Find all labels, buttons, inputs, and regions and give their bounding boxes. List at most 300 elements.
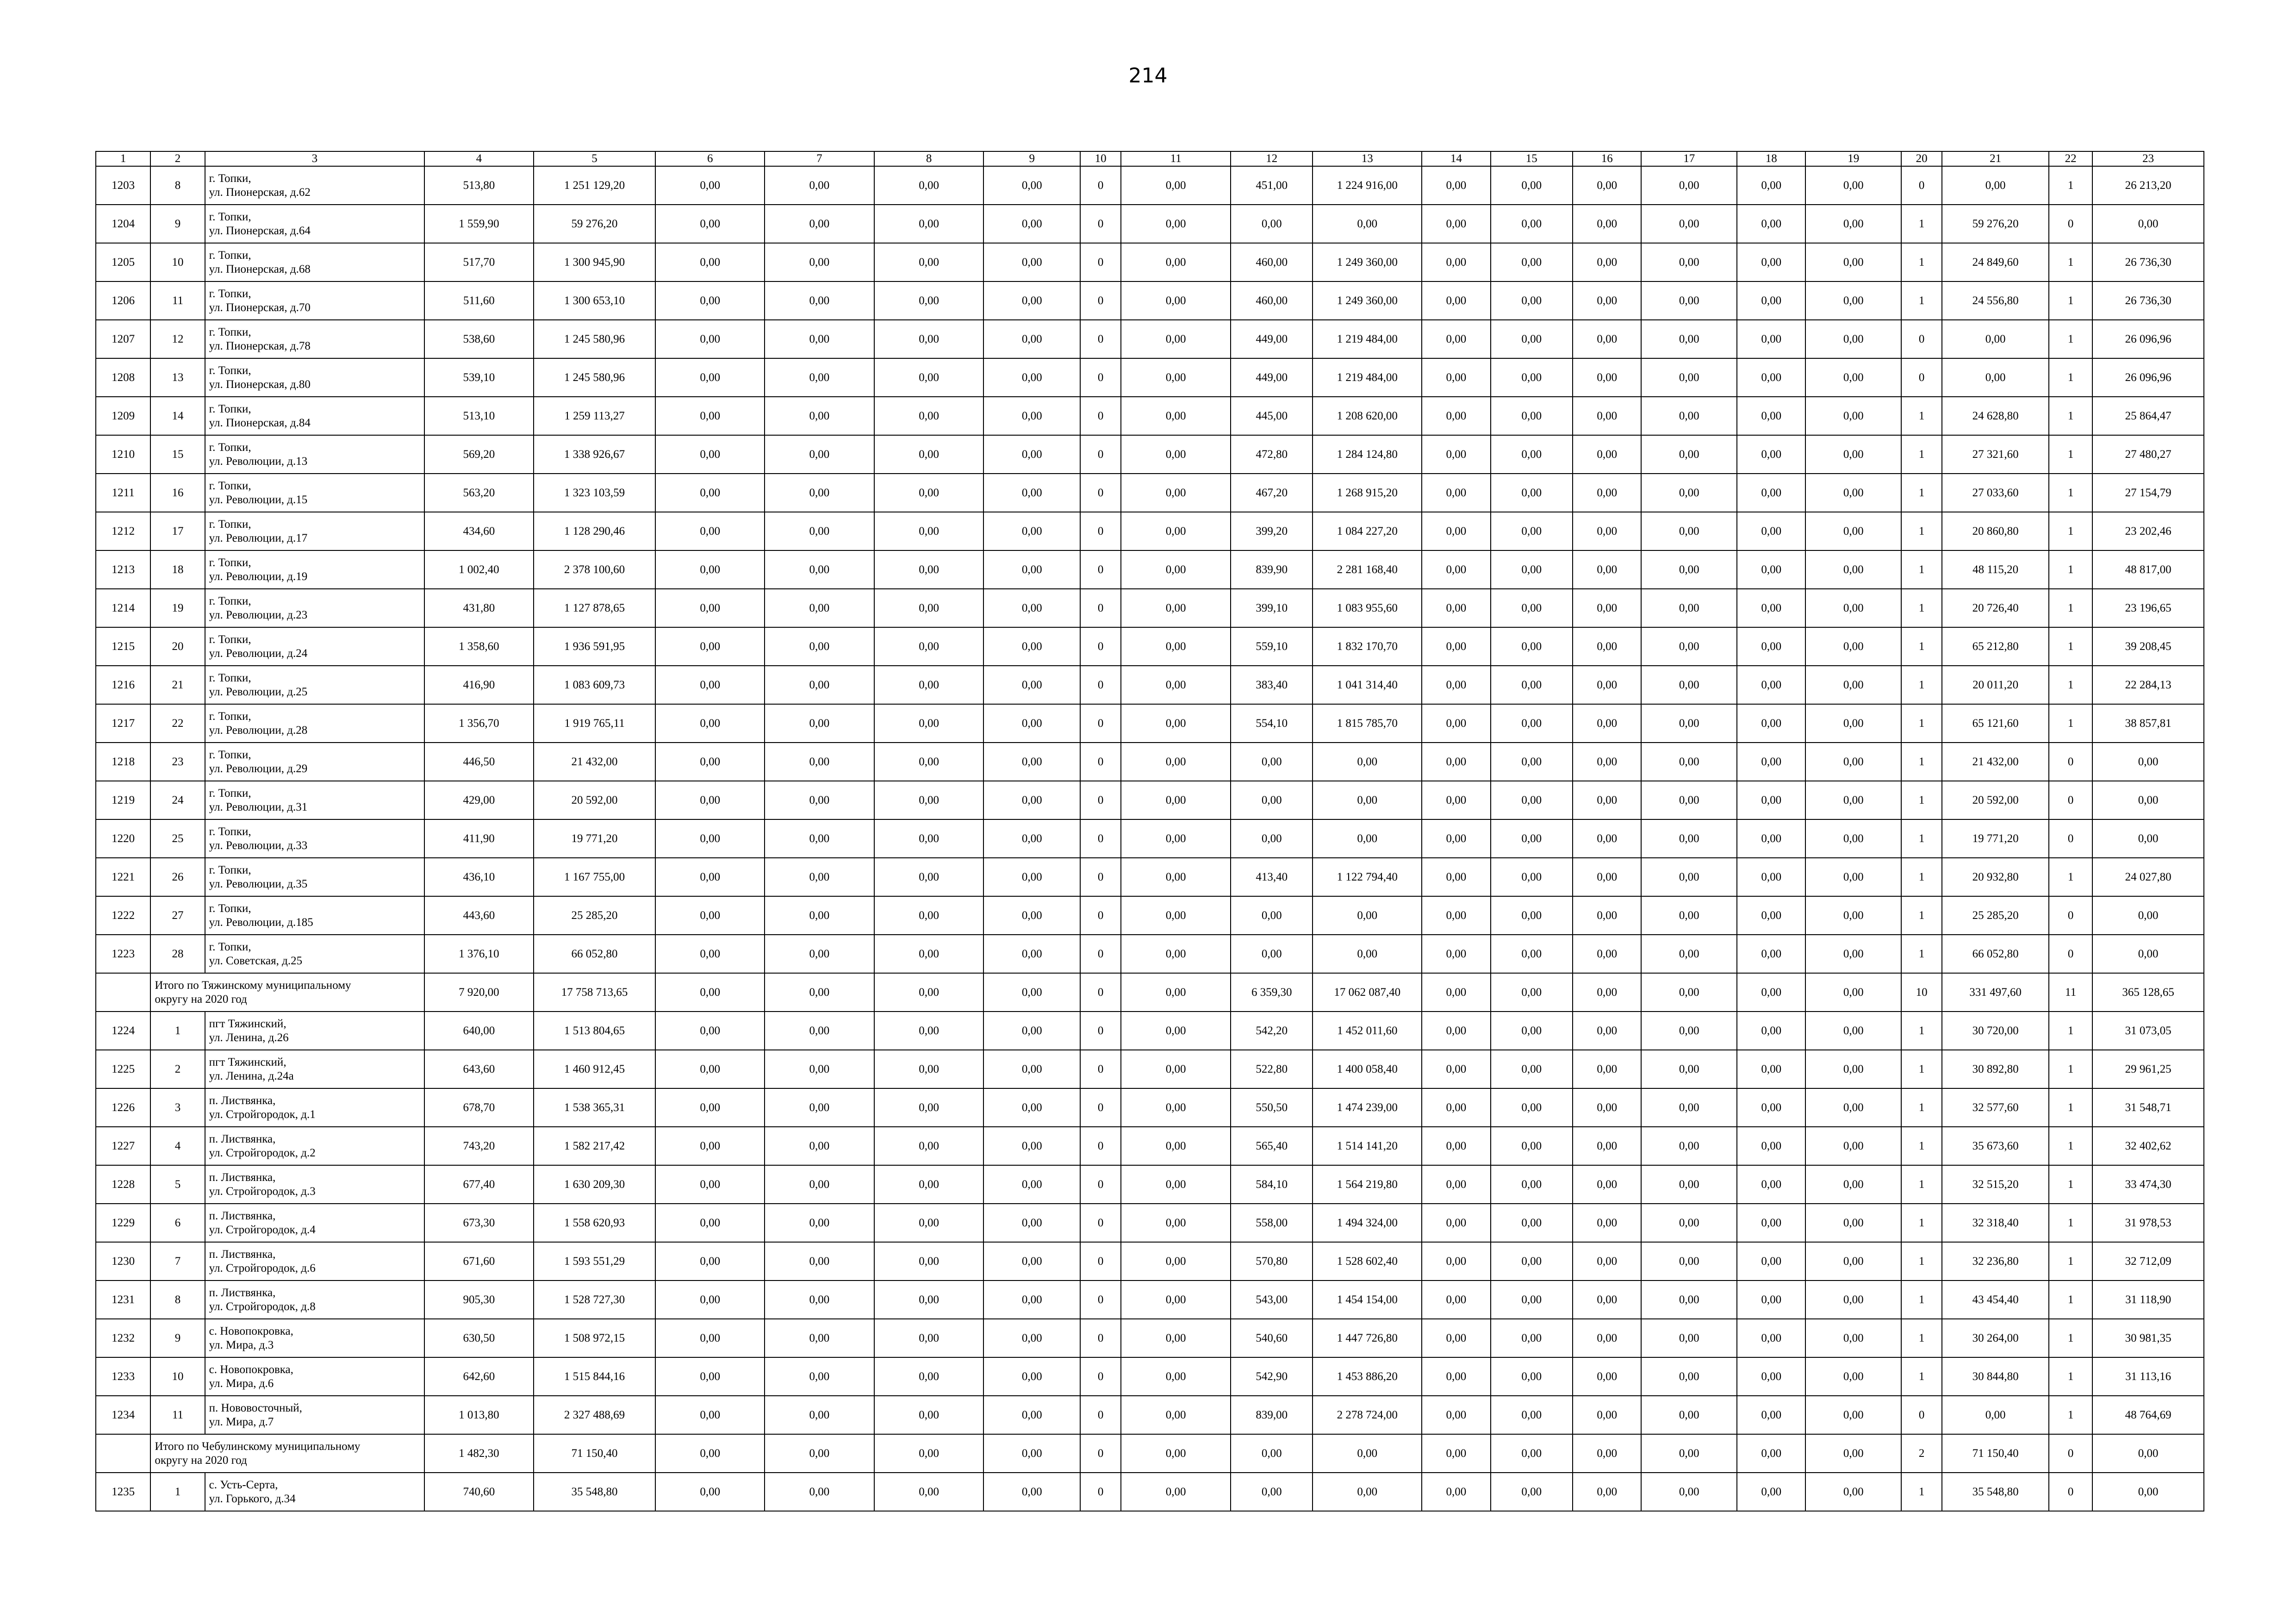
row-id-cell: 1219 — [96, 781, 150, 819]
value-cell-col-23: 22 284,13 — [2092, 666, 2204, 704]
value-cell-col-11: 0,00 — [1121, 1165, 1231, 1204]
value-cell-col-13: 1 815 785,70 — [1313, 704, 1422, 743]
value-cell-col-12: 0,00 — [1231, 896, 1313, 935]
value-cell-col-11: 0,00 — [1121, 1204, 1231, 1242]
row-number-cell: 10 — [150, 243, 205, 281]
value-cell-col-14: 0,00 — [1422, 1280, 1490, 1319]
address-locality: г. Топки, — [209, 402, 251, 415]
value-cell-col-21: 24 849,60 — [1942, 243, 2049, 281]
address-locality: г. Топки, — [209, 556, 251, 569]
column-header-17: 17 — [1641, 151, 1737, 166]
address-street: ул. Революции, д.23 — [209, 608, 308, 621]
row-id-cell: 1220 — [96, 819, 150, 858]
value-cell-col-4: 434,60 — [424, 512, 534, 550]
address-cell — [205, 512, 424, 550]
value-cell-col-4: 743,20 — [424, 1127, 534, 1165]
value-cell-col-10: 0 — [1080, 1319, 1121, 1357]
address-locality: г. Топки, — [209, 172, 251, 185]
value-cell-col-6: 0,00 — [655, 205, 765, 243]
value-cell-col-18: 0,00 — [1737, 589, 1805, 627]
value-cell-col-13: 1 249 360,00 — [1313, 281, 1422, 320]
value-cell-col-7: 0,00 — [765, 1012, 874, 1050]
value-cell-col-23: 23 202,46 — [2092, 512, 2204, 550]
value-cell-col-11: 0,00 — [1121, 589, 1231, 627]
value-cell-col-18: 0,00 — [1737, 666, 1805, 704]
value-cell-col-15: 0,00 — [1491, 1434, 1573, 1473]
value-cell-col-13: 1 400 058,40 — [1313, 1050, 1422, 1088]
value-cell-col-19: 0,00 — [1805, 589, 1901, 627]
value-cell-col-22: 1 — [2049, 358, 2092, 397]
value-cell-col-10: 0 — [1080, 1280, 1121, 1319]
value-cell-col-6: 0,00 — [655, 1204, 765, 1242]
value-cell-col-16: 0,00 — [1573, 435, 1641, 474]
value-cell-col-19: 0,00 — [1805, 397, 1901, 435]
value-cell-col-9: 0,00 — [983, 474, 1080, 512]
value-cell-col-21: 35 548,80 — [1942, 1473, 2049, 1511]
column-header-20: 20 — [1901, 151, 1942, 166]
value-cell-col-20: 0 — [1901, 1396, 1942, 1434]
value-cell-col-14: 0,00 — [1422, 1434, 1490, 1473]
value-cell-col-10: 0 — [1080, 1204, 1121, 1242]
value-cell-col-6: 0,00 — [655, 743, 765, 781]
value-cell-col-18: 0,00 — [1737, 858, 1805, 896]
value-cell-col-20: 1 — [1901, 1012, 1942, 1050]
value-cell-col-22: 1 — [2049, 243, 2092, 281]
value-cell-col-10: 0 — [1080, 1088, 1121, 1127]
value-cell-col-9: 0,00 — [983, 1127, 1080, 1165]
value-cell-col-6: 0,00 — [655, 781, 765, 819]
value-cell-col-16: 0,00 — [1573, 1012, 1641, 1050]
value-cell-col-14: 0,00 — [1422, 1319, 1490, 1357]
value-cell-col-18: 0,00 — [1737, 743, 1805, 781]
table-row — [96, 1319, 2204, 1357]
row-number-cell: 21 — [150, 666, 205, 704]
value-cell-col-9: 0,00 — [983, 896, 1080, 935]
value-cell-col-16: 0,00 — [1573, 1242, 1641, 1280]
row-number-cell: 3 — [150, 1088, 205, 1127]
value-cell-col-5: 1 127 878,65 — [534, 589, 656, 627]
value-cell-col-4: 643,60 — [424, 1050, 534, 1088]
value-cell-col-18: 0,00 — [1737, 358, 1805, 397]
value-cell-col-8: 0,00 — [874, 281, 984, 320]
value-cell-col-22: 0 — [2049, 1473, 2092, 1511]
value-cell-col-8: 0,00 — [874, 1012, 984, 1050]
value-cell-col-20: 1 — [1901, 281, 1942, 320]
value-cell-col-7: 0,00 — [765, 1357, 874, 1396]
value-cell-col-11: 0,00 — [1121, 1434, 1231, 1473]
value-cell-col-20: 1 — [1901, 397, 1942, 435]
value-cell-col-12: 0,00 — [1231, 819, 1313, 858]
value-cell-col-5: 1 593 551,29 — [534, 1242, 656, 1280]
value-cell-col-10: 0 — [1080, 858, 1121, 896]
value-cell-col-10: 0 — [1080, 1127, 1121, 1165]
table-body — [96, 166, 2204, 1511]
value-cell-col-22: 1 — [2049, 512, 2092, 550]
row-number-cell: 8 — [150, 166, 205, 205]
value-cell-col-11: 0,00 — [1121, 1127, 1231, 1165]
row-number-cell: 6 — [150, 1204, 205, 1242]
address-street: ул. Революции, д.31 — [209, 800, 308, 813]
value-cell-col-20: 1 — [1901, 205, 1942, 243]
value-cell-col-10: 0 — [1080, 474, 1121, 512]
row-number-cell: 15 — [150, 435, 205, 474]
address-street: ул. Мира, д.3 — [209, 1338, 274, 1351]
value-cell-col-22: 0 — [2049, 819, 2092, 858]
value-cell-col-5: 1 508 972,15 — [534, 1319, 656, 1357]
value-cell-col-19: 0,00 — [1805, 1204, 1901, 1242]
value-cell-col-8: 0,00 — [874, 704, 984, 743]
value-cell-col-13: 1 564 219,80 — [1313, 1165, 1422, 1204]
value-cell-col-16: 0,00 — [1573, 589, 1641, 627]
value-cell-col-13: 1 224 916,00 — [1313, 166, 1422, 205]
value-cell-col-5: 2 327 488,69 — [534, 1396, 656, 1434]
address-street: ул. Стройгородок, д.8 — [209, 1300, 316, 1313]
value-cell-col-5: 1 919 765,11 — [534, 704, 656, 743]
address-street: ул. Революции, д.13 — [209, 455, 308, 468]
value-cell-col-12: 399,10 — [1231, 589, 1313, 627]
value-cell-col-4: 7 920,00 — [424, 973, 534, 1012]
value-cell-col-15: 0,00 — [1491, 1396, 1573, 1434]
value-cell-col-16: 0,00 — [1573, 550, 1641, 589]
value-cell-col-23: 48 817,00 — [2092, 550, 2204, 589]
value-cell-col-17: 0,00 — [1641, 1434, 1737, 1473]
value-cell-col-16: 0,00 — [1573, 781, 1641, 819]
value-cell-col-23: 48 764,69 — [2092, 1396, 2204, 1434]
value-cell-col-9: 0,00 — [983, 666, 1080, 704]
table-row — [96, 781, 2204, 819]
address-street: ул. Стройгородок, д.2 — [209, 1146, 316, 1159]
value-cell-col-15: 0,00 — [1491, 896, 1573, 935]
value-cell-col-4: 539,10 — [424, 358, 534, 397]
value-cell-col-21: 27 321,60 — [1942, 435, 2049, 474]
value-cell-col-15: 0,00 — [1491, 1319, 1573, 1357]
value-cell-col-5: 20 592,00 — [534, 781, 656, 819]
value-cell-col-18: 0,00 — [1737, 166, 1805, 205]
value-cell-col-15: 0,00 — [1491, 1473, 1573, 1511]
table-row — [96, 1165, 2204, 1204]
value-cell-col-11: 0,00 — [1121, 858, 1231, 896]
value-cell-col-19: 0,00 — [1805, 858, 1901, 896]
value-cell-col-15: 0,00 — [1491, 1357, 1573, 1396]
value-cell-col-12: 399,20 — [1231, 512, 1313, 550]
value-cell-col-12: 413,40 — [1231, 858, 1313, 896]
value-cell-col-16: 0,00 — [1573, 896, 1641, 935]
value-cell-col-22: 0 — [2049, 781, 2092, 819]
value-cell-col-18: 0,00 — [1737, 435, 1805, 474]
value-cell-col-21: 43 454,40 — [1942, 1280, 2049, 1319]
value-cell-col-17: 0,00 — [1641, 858, 1737, 896]
value-cell-col-8: 0,00 — [874, 474, 984, 512]
table-row — [96, 1242, 2204, 1280]
value-cell-col-15: 0,00 — [1491, 781, 1573, 819]
value-cell-col-23: 24 027,80 — [2092, 858, 2204, 896]
value-cell-col-11: 0,00 — [1121, 1242, 1231, 1280]
address-cell — [205, 1357, 424, 1396]
value-cell-col-8: 0,00 — [874, 1088, 984, 1127]
value-cell-col-16: 0,00 — [1573, 1127, 1641, 1165]
value-cell-col-18: 0,00 — [1737, 781, 1805, 819]
value-cell-col-6: 0,00 — [655, 397, 765, 435]
value-cell-col-13: 17 062 087,40 — [1313, 973, 1422, 1012]
value-cell-col-10: 0 — [1080, 627, 1121, 666]
address-locality: г. Топки, — [209, 325, 251, 338]
value-cell-col-22: 1 — [2049, 589, 2092, 627]
value-cell-col-19: 0,00 — [1805, 1434, 1901, 1473]
value-cell-col-13: 2 278 724,00 — [1313, 1396, 1422, 1434]
value-cell-col-7: 0,00 — [765, 589, 874, 627]
value-cell-col-17: 0,00 — [1641, 1088, 1737, 1127]
value-cell-col-21: 331 497,60 — [1942, 973, 2049, 1012]
value-cell-col-14: 0,00 — [1422, 781, 1490, 819]
value-cell-col-7: 0,00 — [765, 781, 874, 819]
value-cell-col-8: 0,00 — [874, 1242, 984, 1280]
value-cell-col-17: 0,00 — [1641, 166, 1737, 205]
value-cell-col-6: 0,00 — [655, 589, 765, 627]
value-cell-col-4: 673,30 — [424, 1204, 534, 1242]
value-cell-col-18: 0,00 — [1737, 896, 1805, 935]
value-cell-col-20: 1 — [1901, 1473, 1942, 1511]
column-header-8: 8 — [874, 151, 984, 166]
address-cell — [205, 704, 424, 743]
value-cell-col-12: 0,00 — [1231, 205, 1313, 243]
column-header-21: 21 — [1942, 151, 2049, 166]
value-cell-col-13: 1 084 227,20 — [1313, 512, 1422, 550]
value-cell-col-8: 0,00 — [874, 743, 984, 781]
value-cell-col-21: 24 628,80 — [1942, 397, 2049, 435]
address-street: ул. Революции, д.25 — [209, 685, 308, 698]
value-cell-col-5: 1 513 804,65 — [534, 1012, 656, 1050]
address-cell — [205, 743, 424, 781]
value-cell-col-22: 1 — [2049, 1396, 2092, 1434]
value-cell-col-16: 0,00 — [1573, 666, 1641, 704]
value-cell-col-17: 0,00 — [1641, 935, 1737, 973]
value-cell-col-8: 0,00 — [874, 1473, 984, 1511]
value-cell-col-11: 0,00 — [1121, 358, 1231, 397]
value-cell-col-7: 0,00 — [765, 358, 874, 397]
value-cell-col-8: 0,00 — [874, 1165, 984, 1204]
column-header-23: 23 — [2092, 151, 2204, 166]
value-cell-col-17: 0,00 — [1641, 1396, 1737, 1434]
value-cell-col-18: 0,00 — [1737, 474, 1805, 512]
total-label-line1: Итого по Чебулинскому муниципальному — [155, 1440, 361, 1453]
value-cell-col-9: 0,00 — [983, 1204, 1080, 1242]
value-cell-col-16: 0,00 — [1573, 858, 1641, 896]
value-cell-col-10: 0 — [1080, 281, 1121, 320]
value-cell-col-14: 0,00 — [1422, 1396, 1490, 1434]
value-cell-col-20: 1 — [1901, 1127, 1942, 1165]
address-locality: г. Топки, — [209, 364, 251, 377]
value-cell-col-9: 0,00 — [983, 281, 1080, 320]
address-locality: г. Топки, — [209, 518, 251, 531]
value-cell-col-4: 1 356,70 — [424, 704, 534, 743]
value-cell-col-23: 0,00 — [2092, 781, 2204, 819]
value-cell-col-8: 0,00 — [874, 589, 984, 627]
value-cell-col-11: 0,00 — [1121, 1012, 1231, 1050]
value-cell-col-17: 0,00 — [1641, 474, 1737, 512]
value-cell-col-13: 1 284 124,80 — [1313, 435, 1422, 474]
address-cell — [205, 896, 424, 935]
value-cell-col-4: 905,30 — [424, 1280, 534, 1319]
value-cell-col-20: 1 — [1901, 781, 1942, 819]
value-cell-col-14: 0,00 — [1422, 166, 1490, 205]
value-cell-col-12: 554,10 — [1231, 704, 1313, 743]
address-cell — [205, 819, 424, 858]
value-cell-col-8: 0,00 — [874, 1050, 984, 1088]
row-number-cell: 10 — [150, 1357, 205, 1396]
value-cell-col-21: 32 236,80 — [1942, 1242, 2049, 1280]
value-cell-col-22: 1 — [2049, 166, 2092, 205]
value-cell-col-6: 0,00 — [655, 935, 765, 973]
address-street: ул. Горького, д.34 — [209, 1492, 296, 1505]
value-cell-col-14: 0,00 — [1422, 1473, 1490, 1511]
value-cell-col-16: 0,00 — [1573, 281, 1641, 320]
table-row — [96, 1012, 2204, 1050]
value-cell-col-22: 1 — [2049, 320, 2092, 358]
value-cell-col-15: 0,00 — [1491, 743, 1573, 781]
value-cell-col-5: 59 276,20 — [534, 205, 656, 243]
address-street: ул. Пионерская, д.64 — [209, 224, 311, 237]
address-locality: г. Топки, — [209, 787, 251, 800]
value-cell-col-11: 0,00 — [1121, 320, 1231, 358]
column-header-19: 19 — [1805, 151, 1901, 166]
value-cell-col-21: 0,00 — [1942, 358, 2049, 397]
value-cell-col-12: 451,00 — [1231, 166, 1313, 205]
value-cell-col-5: 1 338 926,67 — [534, 435, 656, 474]
value-cell-col-18: 0,00 — [1737, 1357, 1805, 1396]
value-cell-col-13: 0,00 — [1313, 743, 1422, 781]
value-cell-col-17: 0,00 — [1641, 704, 1737, 743]
value-cell-col-15: 0,00 — [1491, 1280, 1573, 1319]
row-id-cell: 1229 — [96, 1204, 150, 1242]
value-cell-col-22: 1 — [2049, 1088, 2092, 1127]
value-cell-col-21: 32 577,60 — [1942, 1088, 2049, 1127]
value-cell-col-10: 0 — [1080, 1357, 1121, 1396]
value-cell-col-11: 0,00 — [1121, 205, 1231, 243]
value-cell-col-17: 0,00 — [1641, 896, 1737, 935]
value-cell-col-15: 0,00 — [1491, 858, 1573, 896]
value-cell-col-8: 0,00 — [874, 1396, 984, 1434]
value-cell-col-20: 1 — [1901, 743, 1942, 781]
value-cell-col-17: 0,00 — [1641, 1165, 1737, 1204]
value-cell-col-4: 411,90 — [424, 819, 534, 858]
value-cell-col-7: 0,00 — [765, 550, 874, 589]
address-cell — [205, 474, 424, 512]
value-cell-col-12: 460,00 — [1231, 243, 1313, 281]
value-cell-col-9: 0,00 — [983, 1088, 1080, 1127]
value-cell-col-21: 32 318,40 — [1942, 1204, 2049, 1242]
value-cell-col-18: 0,00 — [1737, 1434, 1805, 1473]
value-cell-col-12: 0,00 — [1231, 1434, 1313, 1473]
value-cell-col-21: 48 115,20 — [1942, 550, 2049, 589]
value-cell-col-4: 517,70 — [424, 243, 534, 281]
address-cell — [205, 589, 424, 627]
value-cell-col-21: 25 285,20 — [1942, 896, 2049, 935]
address-locality: п. Листвянка, — [209, 1132, 276, 1145]
value-cell-col-10: 0 — [1080, 435, 1121, 474]
row-id-cell: 1233 — [96, 1357, 150, 1396]
value-cell-col-8: 0,00 — [874, 819, 984, 858]
row-id-cell: 1205 — [96, 243, 150, 281]
value-cell-col-10: 0 — [1080, 1012, 1121, 1050]
value-cell-col-21: 66 052,80 — [1942, 935, 2049, 973]
value-cell-col-13: 1 452 011,60 — [1313, 1012, 1422, 1050]
value-cell-col-9: 0,00 — [983, 1242, 1080, 1280]
row-id-cell: 1224 — [96, 1012, 150, 1050]
value-cell-col-11: 0,00 — [1121, 743, 1231, 781]
value-cell-col-15: 0,00 — [1491, 474, 1573, 512]
value-cell-col-20: 1 — [1901, 896, 1942, 935]
value-cell-col-19: 0,00 — [1805, 1088, 1901, 1127]
value-cell-col-17: 0,00 — [1641, 973, 1737, 1012]
value-cell-col-15: 0,00 — [1491, 205, 1573, 243]
value-cell-col-19: 0,00 — [1805, 1396, 1901, 1434]
value-cell-col-7: 0,00 — [765, 1050, 874, 1088]
value-cell-col-10: 0 — [1080, 1242, 1121, 1280]
value-cell-col-7: 0,00 — [765, 1280, 874, 1319]
value-cell-col-20: 1 — [1901, 1165, 1942, 1204]
value-cell-col-22: 1 — [2049, 1242, 2092, 1280]
value-cell-col-20: 0 — [1901, 358, 1942, 397]
value-cell-col-12: 467,20 — [1231, 474, 1313, 512]
value-cell-col-12: 460,00 — [1231, 281, 1313, 320]
value-cell-col-16: 0,00 — [1573, 819, 1641, 858]
value-cell-col-19: 0,00 — [1805, 1165, 1901, 1204]
row-number-cell: 19 — [150, 589, 205, 627]
value-cell-col-17: 0,00 — [1641, 243, 1737, 281]
value-cell-col-12: 542,90 — [1231, 1357, 1313, 1396]
value-cell-col-18: 0,00 — [1737, 512, 1805, 550]
value-cell-col-16: 0,00 — [1573, 1050, 1641, 1088]
value-cell-col-17: 0,00 — [1641, 397, 1737, 435]
value-cell-col-14: 0,00 — [1422, 320, 1490, 358]
value-cell-col-17: 0,00 — [1641, 819, 1737, 858]
table-row — [96, 358, 2204, 397]
row-number-cell: 5 — [150, 1165, 205, 1204]
table-row — [96, 858, 2204, 896]
value-cell-col-23: 0,00 — [2092, 1473, 2204, 1511]
value-cell-col-4: 671,60 — [424, 1242, 534, 1280]
address-street: ул. Стройгородок, д.4 — [209, 1223, 316, 1236]
value-cell-col-7: 0,00 — [765, 1127, 874, 1165]
value-cell-col-15: 0,00 — [1491, 627, 1573, 666]
value-cell-col-15: 0,00 — [1491, 973, 1573, 1012]
value-cell-col-5: 1 528 727,30 — [534, 1280, 656, 1319]
value-cell-col-21: 24 556,80 — [1942, 281, 2049, 320]
value-cell-col-18: 0,00 — [1737, 281, 1805, 320]
table-row — [96, 743, 2204, 781]
value-cell-col-17: 0,00 — [1641, 1280, 1737, 1319]
value-cell-col-5: 71 150,40 — [534, 1434, 656, 1473]
value-cell-col-5: 1 128 290,46 — [534, 512, 656, 550]
row-id-cell: 1207 — [96, 320, 150, 358]
value-cell-col-12: 542,20 — [1231, 1012, 1313, 1050]
value-cell-col-13: 1 494 324,00 — [1313, 1204, 1422, 1242]
value-cell-col-11: 0,00 — [1121, 896, 1231, 935]
value-cell-col-10: 0 — [1080, 743, 1121, 781]
value-cell-col-14: 0,00 — [1422, 1242, 1490, 1280]
value-cell-col-6: 0,00 — [655, 1319, 765, 1357]
value-cell-col-8: 0,00 — [874, 627, 984, 666]
row-id-cell: 1234 — [96, 1396, 150, 1434]
column-header-15: 15 — [1491, 151, 1573, 166]
value-cell-col-20: 1 — [1901, 1204, 1942, 1242]
value-cell-col-5: 1 083 609,73 — [534, 666, 656, 704]
address-locality: г. Топки, — [209, 210, 251, 223]
column-header-4: 4 — [424, 151, 534, 166]
value-cell-col-11: 0,00 — [1121, 397, 1231, 435]
value-cell-col-5: 2 378 100,60 — [534, 550, 656, 589]
value-cell-col-4: 511,60 — [424, 281, 534, 320]
